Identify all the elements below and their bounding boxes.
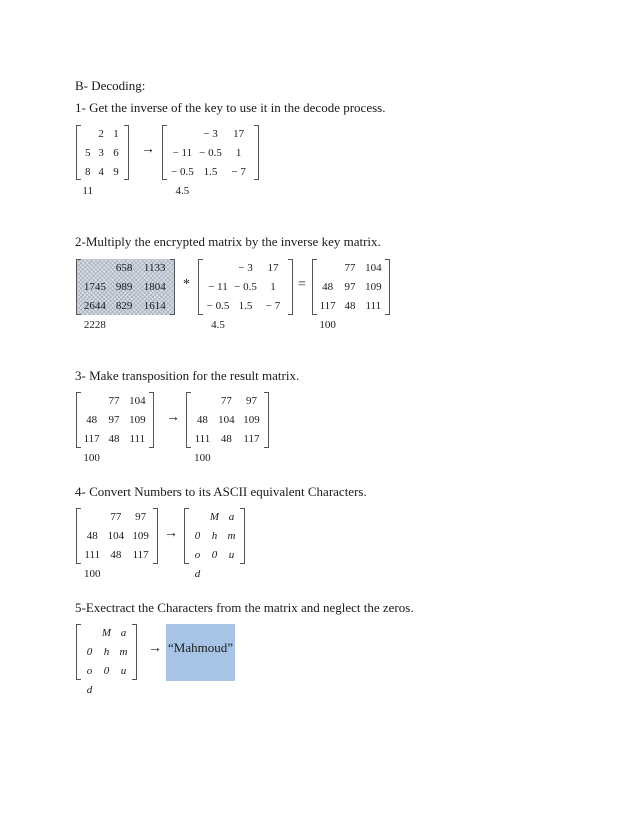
encrypted-matrix	[76, 259, 175, 331]
matrix-cell: u	[228, 549, 235, 561]
product-matrix	[312, 259, 390, 331]
matrix-cell: 9	[113, 166, 119, 178]
matrix-cell: 829	[115, 300, 133, 312]
matrix-cell: 17	[233, 128, 245, 140]
inverse-key-matrix-2	[198, 259, 293, 331]
matrix-cell: 1133	[143, 262, 166, 274]
matrix-cell: − 0.5	[206, 300, 230, 312]
matrix-cell: 2644	[83, 300, 106, 312]
transposed-matrix	[186, 392, 269, 464]
matrix-cell: 4.5	[211, 319, 225, 331]
matrix-cell: o	[86, 665, 93, 677]
matrix-cell: 111	[129, 433, 146, 445]
matrix-cell: 48	[196, 414, 208, 426]
matrix-cell: 97	[135, 511, 147, 523]
matrix-cell: a	[228, 511, 235, 523]
matrix-cell: 6	[113, 147, 119, 159]
chars-matrix	[184, 508, 245, 580]
matrix-cell: 48	[110, 549, 122, 561]
matrix-cell: 1614	[143, 300, 166, 312]
matrix-cell: 989	[115, 281, 133, 293]
matrix-cell: − 0.5	[234, 281, 257, 293]
matrix-cell: 5	[84, 147, 91, 159]
section-heading: B- Decoding:	[75, 78, 146, 93]
matrix-cell: 48	[322, 281, 334, 293]
matrix-cell: 17	[267, 262, 279, 274]
matrix-cell: 109	[132, 530, 149, 542]
arrow-icon: →	[164, 526, 178, 541]
decoded-result-text: “Mahmoud”	[168, 640, 233, 655]
matrix-cell: 2228	[83, 319, 106, 331]
arrow-icon: →	[141, 142, 155, 157]
matrix-cell: 1745	[83, 281, 106, 293]
matrix-cell: 104	[218, 414, 235, 426]
matrix-cell: 104	[107, 530, 125, 542]
matrix-cell: 100	[319, 319, 336, 331]
matrix-cell: − 0.5	[170, 166, 194, 178]
matrix-cell: 109	[365, 281, 382, 293]
matrix-cell: 8	[84, 166, 91, 178]
matrix-cell: 4	[98, 166, 104, 178]
matrix-cell: d	[86, 684, 93, 696]
matrix-cell: 1	[113, 128, 119, 140]
matrix-cell: 1804	[143, 281, 166, 293]
matrix-cell: 48	[344, 300, 356, 312]
step-4-text: 4- Convert Numbers to its ASCII equivalent Characters.	[75, 484, 367, 499]
matrix-cell: m	[119, 646, 128, 658]
matrix-cell: 100	[84, 568, 101, 580]
matrix-cell: 109	[243, 414, 260, 426]
matrix-cell: 48	[86, 530, 98, 542]
matrix-cell: 1	[235, 147, 242, 159]
matrix-cell: M	[101, 627, 112, 639]
matrix-cell: 111	[84, 549, 101, 561]
matrix-cell: o	[194, 549, 201, 561]
matrix-cell: 11	[82, 185, 94, 197]
matrix-cell: 111	[194, 433, 211, 445]
transposed-matrix-2	[76, 508, 158, 580]
step-1-text: 1- Get the inverse of the key to use it in the decode process.	[75, 100, 386, 115]
matrix-cell: 77	[108, 395, 120, 407]
matrix-cell: 97	[245, 395, 257, 407]
step-3-text: 3- Make transposition for the result matrix.	[75, 368, 300, 383]
matrix-cell: 0	[103, 665, 110, 677]
matrix-cell: 104	[365, 262, 382, 274]
matrix-cell: 77	[344, 262, 356, 274]
matrix-cell: 111	[365, 300, 382, 312]
matrix-cell: 100	[194, 452, 211, 464]
matrix-cell: 1.5	[238, 300, 253, 312]
chars-matrix-2	[76, 624, 137, 696]
matrix-cell: M	[209, 511, 220, 523]
decoded-result-box	[166, 624, 235, 681]
matrix-cell: 658	[115, 262, 133, 274]
equals-symbol: =	[298, 277, 306, 292]
product-matrix-2	[76, 392, 154, 464]
matrix-cell: 2	[98, 128, 104, 140]
matrix-cell: h	[103, 646, 110, 658]
inverse-key-matrix	[162, 125, 259, 197]
matrix-cell: a	[120, 627, 127, 639]
matrix-cell: 0	[211, 549, 218, 561]
matrix-cell: 117	[243, 433, 260, 445]
matrix-cell: 4.5	[175, 185, 190, 197]
key-matrix	[76, 125, 129, 197]
matrix-cell: − 7	[265, 300, 281, 312]
matrix-cell: u	[120, 665, 127, 677]
matrix-cell: 0	[194, 530, 201, 542]
matrix-cell: 117	[83, 433, 100, 445]
matrix-cell: 97	[108, 414, 120, 426]
arrow-icon: →	[148, 641, 162, 656]
matrix-cell: − 7	[231, 166, 246, 178]
matrix-cell: 48	[108, 433, 120, 445]
matrix-cell: m	[227, 530, 236, 542]
matrix-cell: − 11	[208, 281, 228, 293]
matrix-cell: 48	[220, 433, 232, 445]
matrix-cell: 117	[132, 549, 149, 561]
matrix-cell: − 11	[172, 147, 193, 159]
matrix-cell: h	[211, 530, 218, 542]
matrix-cell: 1	[270, 281, 276, 293]
matrix-cell: 117	[319, 300, 336, 312]
matrix-cell: d	[194, 568, 201, 580]
step-5-text: 5-Exectract the Characters from the matrix and neglect the zeros.	[75, 600, 414, 615]
matrix-cell: 109	[129, 414, 146, 426]
matrix-cell: 77	[110, 511, 122, 523]
matrix-cell: − 0.5	[199, 147, 222, 159]
matrix-cell: − 3	[238, 262, 253, 274]
matrix-cell: 104	[129, 395, 146, 407]
matrix-cell: 1.5	[203, 166, 218, 178]
matrix-cell: 77	[220, 395, 232, 407]
multiply-symbol: *	[183, 277, 190, 292]
matrix-cell: 100	[83, 452, 100, 464]
matrix-cell: 0	[86, 646, 93, 658]
arrow-icon: →	[166, 410, 180, 425]
matrix-cell: 97	[344, 281, 356, 293]
matrix-cell: − 3	[203, 128, 218, 140]
matrix-cell: 48	[86, 414, 98, 426]
matrix-cell: 3	[98, 147, 104, 159]
step-2-text: 2-Multiply the encrypted matrix by the inverse key matrix.	[75, 234, 381, 249]
